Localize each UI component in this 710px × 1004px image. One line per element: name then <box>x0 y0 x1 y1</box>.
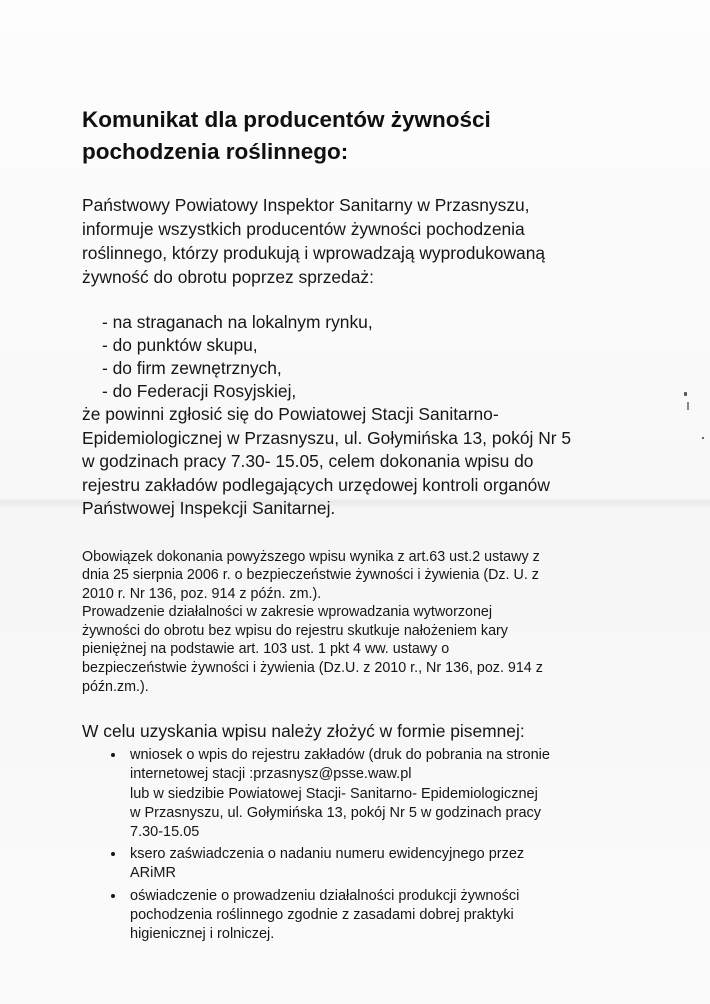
list-item: - do punktów skupu, <box>102 335 258 355</box>
intro-line: roślinnego, którzy produkują i wprowadzają wyprodukowaną <box>82 243 546 263</box>
legal-line: bezpieczeństwie żywności i żywienia (Dz.U. z 2010 r., Nr 136, poz. 914 z <box>82 660 543 677</box>
list-item <box>126 746 642 842</box>
sales-channel-list <box>82 311 642 403</box>
intro-paragraph <box>82 193 642 289</box>
scan-speck <box>702 437 704 439</box>
legal-paragraph-1 <box>82 548 642 604</box>
obligation-line: że powinni zgłosić się do Powiatowej Stacji Sanitarno- <box>82 404 499 424</box>
legal-line: dnia 25 sierpnia 2006 r. o bezpieczeństwie żywności i żywienia (Dz. U. z <box>82 567 539 584</box>
requirements-heading: W celu uzyskania wpisu należy złożyć w formie pisemnej: <box>82 721 525 742</box>
list-item: - do Federacji Rosyjskiej, <box>102 381 297 401</box>
intro-line: żywność do obrotu poprzez sprzedaż: <box>82 267 374 287</box>
legal-basis <box>82 548 642 697</box>
list-item <box>126 887 642 945</box>
item-line: • ksero zaświadczenia o nadaniu numeru ewidencyjnego przez <box>130 846 525 863</box>
legal-line: Prowadzenie działalności w zakresie wprowadzania wytworzonej <box>82 604 493 621</box>
item-line: internetowej stacji :przasnysz@psse.waw.pl <box>130 766 412 783</box>
list-item: - na straganach na lokalnym rynku, <box>102 312 373 332</box>
obligation-line: Epidemiologicznej w Przasnyszu, ul. Gołymińska 13, pokój Nr 5 <box>82 427 572 448</box>
notice-content <box>82 104 642 947</box>
legal-paragraph-2 <box>82 603 642 696</box>
legal-line: późn.zm.). <box>82 678 149 695</box>
title-line: Komunikat dla producentów żywności <box>82 107 491 132</box>
obligation-line: rejestru zakładów podlegających urzędowej kontroli organów <box>82 474 550 495</box>
item-line: • wniosek o wpis do rejestru zakładów (druk do pobrania na stronie <box>130 747 550 764</box>
list-item: - do firm zewnętrznych, <box>102 358 282 378</box>
legal-line: pieniężnej na podstawie art. 103 ust. 1 pkt 4 ww. ustawy o <box>82 641 450 658</box>
obligation-line: w godzinach pracy 7.30- 15.05, celem dokonania wpisu do <box>82 451 534 471</box>
item-line: lub w siedzibie Powiatowej Stacji- Sanitarno- Epidemiologicznej <box>130 785 538 802</box>
item-line: pochodzenia roślinnego zgodnie z zasadami dobrej praktyki <box>130 906 514 923</box>
item-line: • oświadczenie o prowadzeniu działalności produkcji żywności <box>130 887 520 904</box>
legal-line: Obowiązek dokonania powyższego wpisu wynika z art.63 ust.2 ustawy z <box>82 548 540 565</box>
intro-line: Państwowy Powiatowy Inspektor Sanitarny w Przasnyszu, <box>82 195 530 215</box>
item-line: ARiMR <box>130 865 176 882</box>
title-line: pochodzenia roślinnego: <box>82 139 349 164</box>
legal-line: 2010 r. Nr 136, poz. 914 z późn. zm.). <box>82 585 322 602</box>
scan-speck <box>684 392 687 396</box>
item-line: 7.30-15.05 <box>130 824 200 841</box>
intro-line: informuje wszystkich producentów żywności pochodzenia <box>82 219 525 239</box>
obligation-line: Państwowej Inspekcji Sanitarnej. <box>82 498 336 518</box>
list-item <box>126 845 642 883</box>
obligation-paragraph <box>82 403 642 521</box>
requirements-list <box>82 746 642 944</box>
legal-line: żywności do obrotu bez wpisu do rejestru skutkuje nałożeniem kary <box>82 622 508 639</box>
notice-title <box>82 104 642 168</box>
item-line: w Przasnyszu, ul. Gołymińska 13, pokój Nr 5 w godzinach pracy <box>130 804 542 821</box>
scan-speck <box>687 402 689 410</box>
item-line: higienicznej i rolniczej. <box>130 926 275 943</box>
